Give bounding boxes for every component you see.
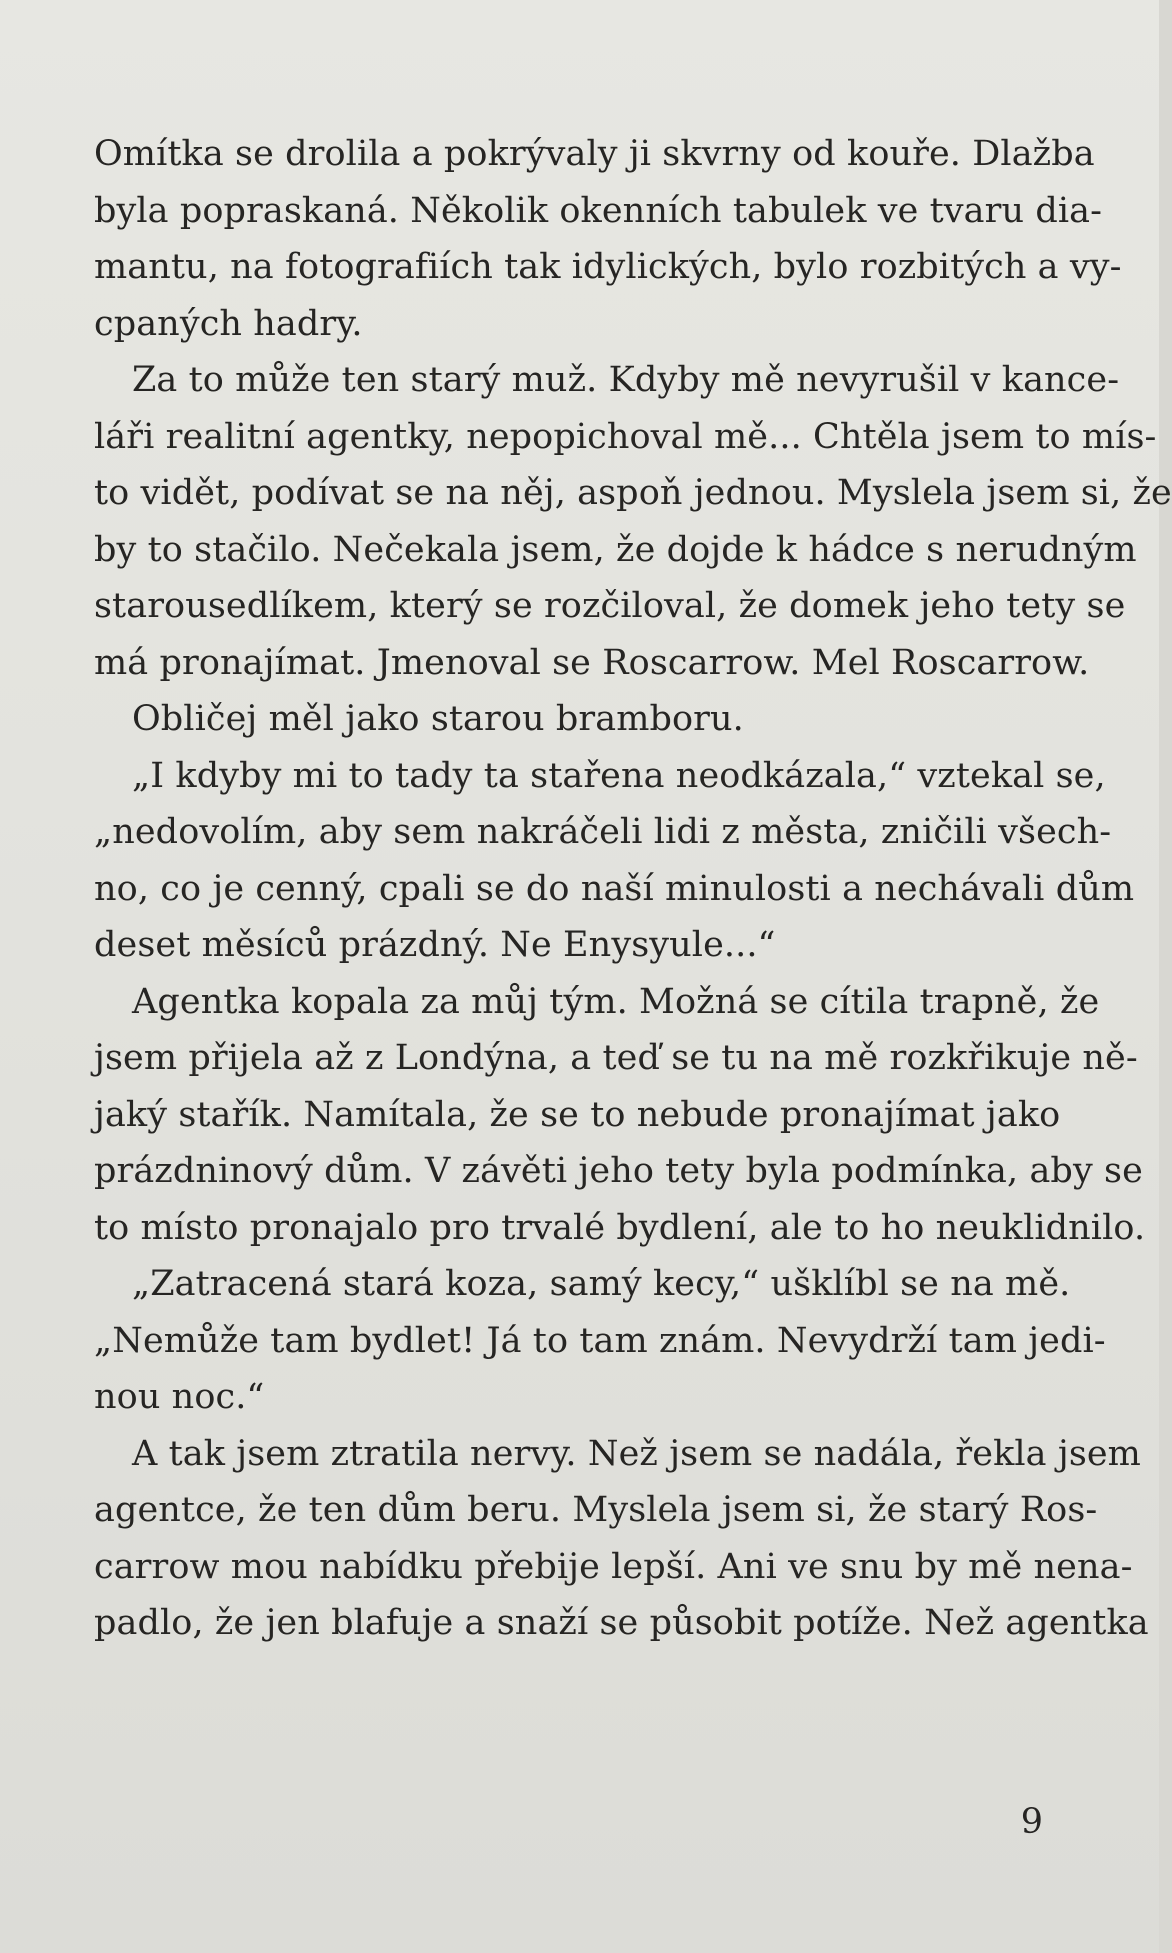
text-line: no, co je cenný, cpali se do naší minulosti a nechávali dům — [94, 868, 1135, 909]
text-line: láři realitní agentky, nepopichoval mě... Chtěla jsem to mís- — [94, 416, 1157, 457]
text-line: carrow mou nabídku přebije lepší. Ani ve snu by mě nena- — [94, 1546, 1133, 1587]
text-line: deset měsíců prázdný. Ne Enysyule...“ — [94, 925, 776, 965]
page-number: 9 — [1020, 1802, 1043, 1842]
body-text — [94, 126, 1172, 1652]
text-line: by to stačilo. Nečekala jsem, že dojde k hádce s nerudným — [94, 529, 1137, 570]
text-line: to místo pronajalo pro trvalé bydlení, ale to ho neuklidnilo. — [94, 1207, 1146, 1248]
text-line: padlo, že jen blafuje a snaží se působit potíže. Než agentka — [94, 1603, 1149, 1643]
text-line: „I kdyby mi to tady ta stařena neodkázala,“ vztekal se, — [132, 755, 1106, 796]
text-line: má pronajímat. Jmenoval se Roscarrow. Mel Roscarrow. — [94, 642, 1090, 683]
text-line: A tak jsem ztratila nervy. Než jsem se nadála, řekla jsem — [132, 1433, 1141, 1474]
text-line: nou noc.“ — [94, 1377, 265, 1417]
text-line: mantu, na fotografiích tak idylických, bylo rozbitých a vy- — [94, 247, 1122, 287]
text-line: byla popraskaná. Několik okenních tabulek ve tvaru dia- — [94, 190, 1103, 231]
text-line: starousedlíkem, který se rozčiloval, že domek jeho tety se — [94, 586, 1126, 626]
text-line: jsem přijela až z Londýna, a teď se tu na mě rozkřikuje ně- — [94, 1038, 1138, 1078]
text-line: jaký stařík. Namítala, že se to nebude pronajímat jako — [94, 1094, 1061, 1135]
text-line: „Nemůže tam bydlet! Já to tam znám. Nevydrží tam jedi- — [94, 1320, 1106, 1361]
text-line: Agentka kopala za můj tým. Možná se cítila trapně, že — [132, 981, 1100, 1022]
text-line: prázdninový dům. V závěti jeho tety byla podmínka, aby se — [94, 1151, 1143, 1191]
text-line: cpaných hadry. — [94, 303, 363, 344]
text-line: Obličej měl jako starou bramboru. — [132, 699, 744, 739]
text-line: Omítka se drolila a pokrývaly ji skvrny od kouře. Dlažba — [94, 134, 1095, 174]
text-line: „nedovolím, aby sem nakráčeli lidi z města, zničili všech- — [94, 812, 1112, 852]
text-line: to vidět, podívat se na něj, aspoň jednou. Myslela jsem si, že — [94, 473, 1172, 513]
text-line: Za to může ten starý muž. Kdyby mě nevyrušil v kance- — [132, 360, 1120, 400]
text-line: agentce, že ten dům beru. Myslela jsem si, že starý Ros- — [94, 1490, 1098, 1530]
text-line: „Zatracená stará koza, samý kecy,“ ušklíbl se na mě. — [132, 1264, 1071, 1304]
